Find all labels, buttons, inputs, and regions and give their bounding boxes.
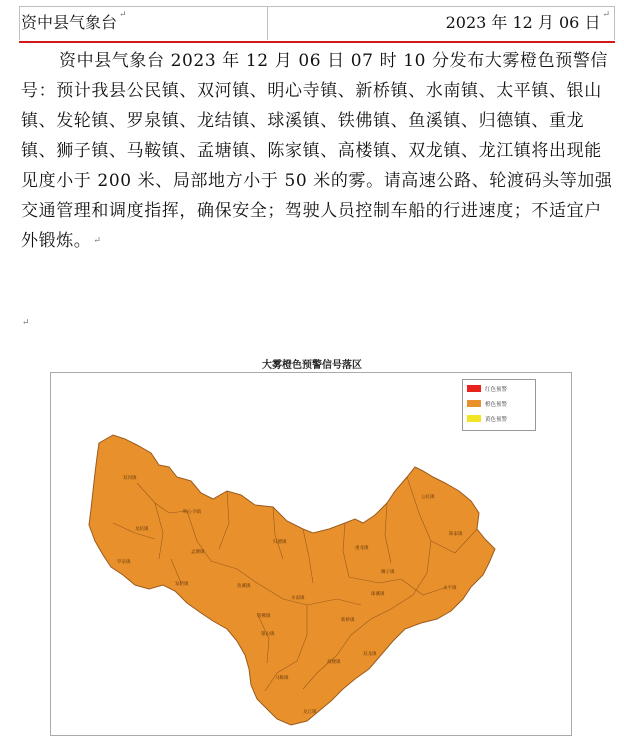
town-label: 明心寺镇 (183, 510, 201, 515)
header-red-rule (19, 41, 615, 43)
town-label: 公民镇 (421, 495, 435, 500)
town-label: 球溪镇 (371, 592, 385, 597)
town-label: 罗泉镇 (117, 560, 131, 565)
town-label: 孟塘镇 (191, 550, 205, 555)
town-label: 归德镇 (273, 540, 287, 545)
town-label: 双龙镇 (363, 652, 377, 657)
town-label: 银山镇 (261, 632, 275, 637)
town-label: 双河镇 (123, 476, 137, 481)
empty-paragraph-mark: ↵ (22, 318, 30, 328)
town-label: 新桥镇 (341, 618, 355, 623)
town-label: 铁佛镇 (257, 614, 271, 619)
town-label: 水南镇 (291, 596, 305, 601)
legend-swatch (467, 415, 481, 422)
county-region (89, 435, 495, 725)
header-divider (267, 6, 268, 40)
town-label: 重龙镇 (355, 546, 369, 551)
town-label: 马鞍镇 (275, 676, 289, 681)
town-label: 陈家镇 (449, 532, 463, 537)
legend-item-orange: 橙色预警 (467, 399, 507, 408)
header-org: 资中县气象台 ↵ (21, 10, 127, 32)
town-label: 龙结镇 (135, 527, 149, 532)
header-left-border (19, 6, 20, 40)
town-label: 龙江镇 (303, 710, 317, 715)
legend-item-yellow: 黄色预警 (467, 414, 507, 423)
legend-item-red: 红色预警 (467, 384, 507, 393)
town-label: 高楼镇 (327, 660, 341, 665)
town-label: 发轮镇 (175, 582, 189, 587)
warning-paragraph: 资中县气象台 2023 年 12 月 06 日 07 时 10 分发布大雾橙色预警信号：预计我县公民镇、双河镇、明心寺镇、新桥镇、水南镇、太平镇、银山镇、发轮镇、罗泉镇、龙结镇、球溪镇、铁佛镇、鱼溪镇、归德镇、重龙镇、狮子镇、马鞍镇、孟塘镇、陈家镇、高楼镇、双龙镇、龙江镇将出现能见度小于 200 米、局部地方小于 50 米的雾。请高速公路、轮渡码头等加强交通管理和调度指挥，确保安全；驾驶人员控制车船的行进速度；不适宜户外锻炼。 ↵ (21, 51, 613, 251)
map-legend (462, 379, 536, 431)
header-right-border (614, 6, 615, 40)
town-label: 鱼溪镇 (237, 584, 251, 589)
header-top-rule (19, 6, 615, 7)
header-date: 2023 年 12 月 06 日 ↵ (445, 10, 610, 32)
town-label: 太平镇 (443, 586, 457, 591)
legend-swatch (467, 385, 481, 392)
legend-swatch (467, 400, 481, 407)
town-label: 狮子镇 (381, 570, 395, 575)
map-title: 大雾橙色预警信号落区 (262, 360, 362, 371)
